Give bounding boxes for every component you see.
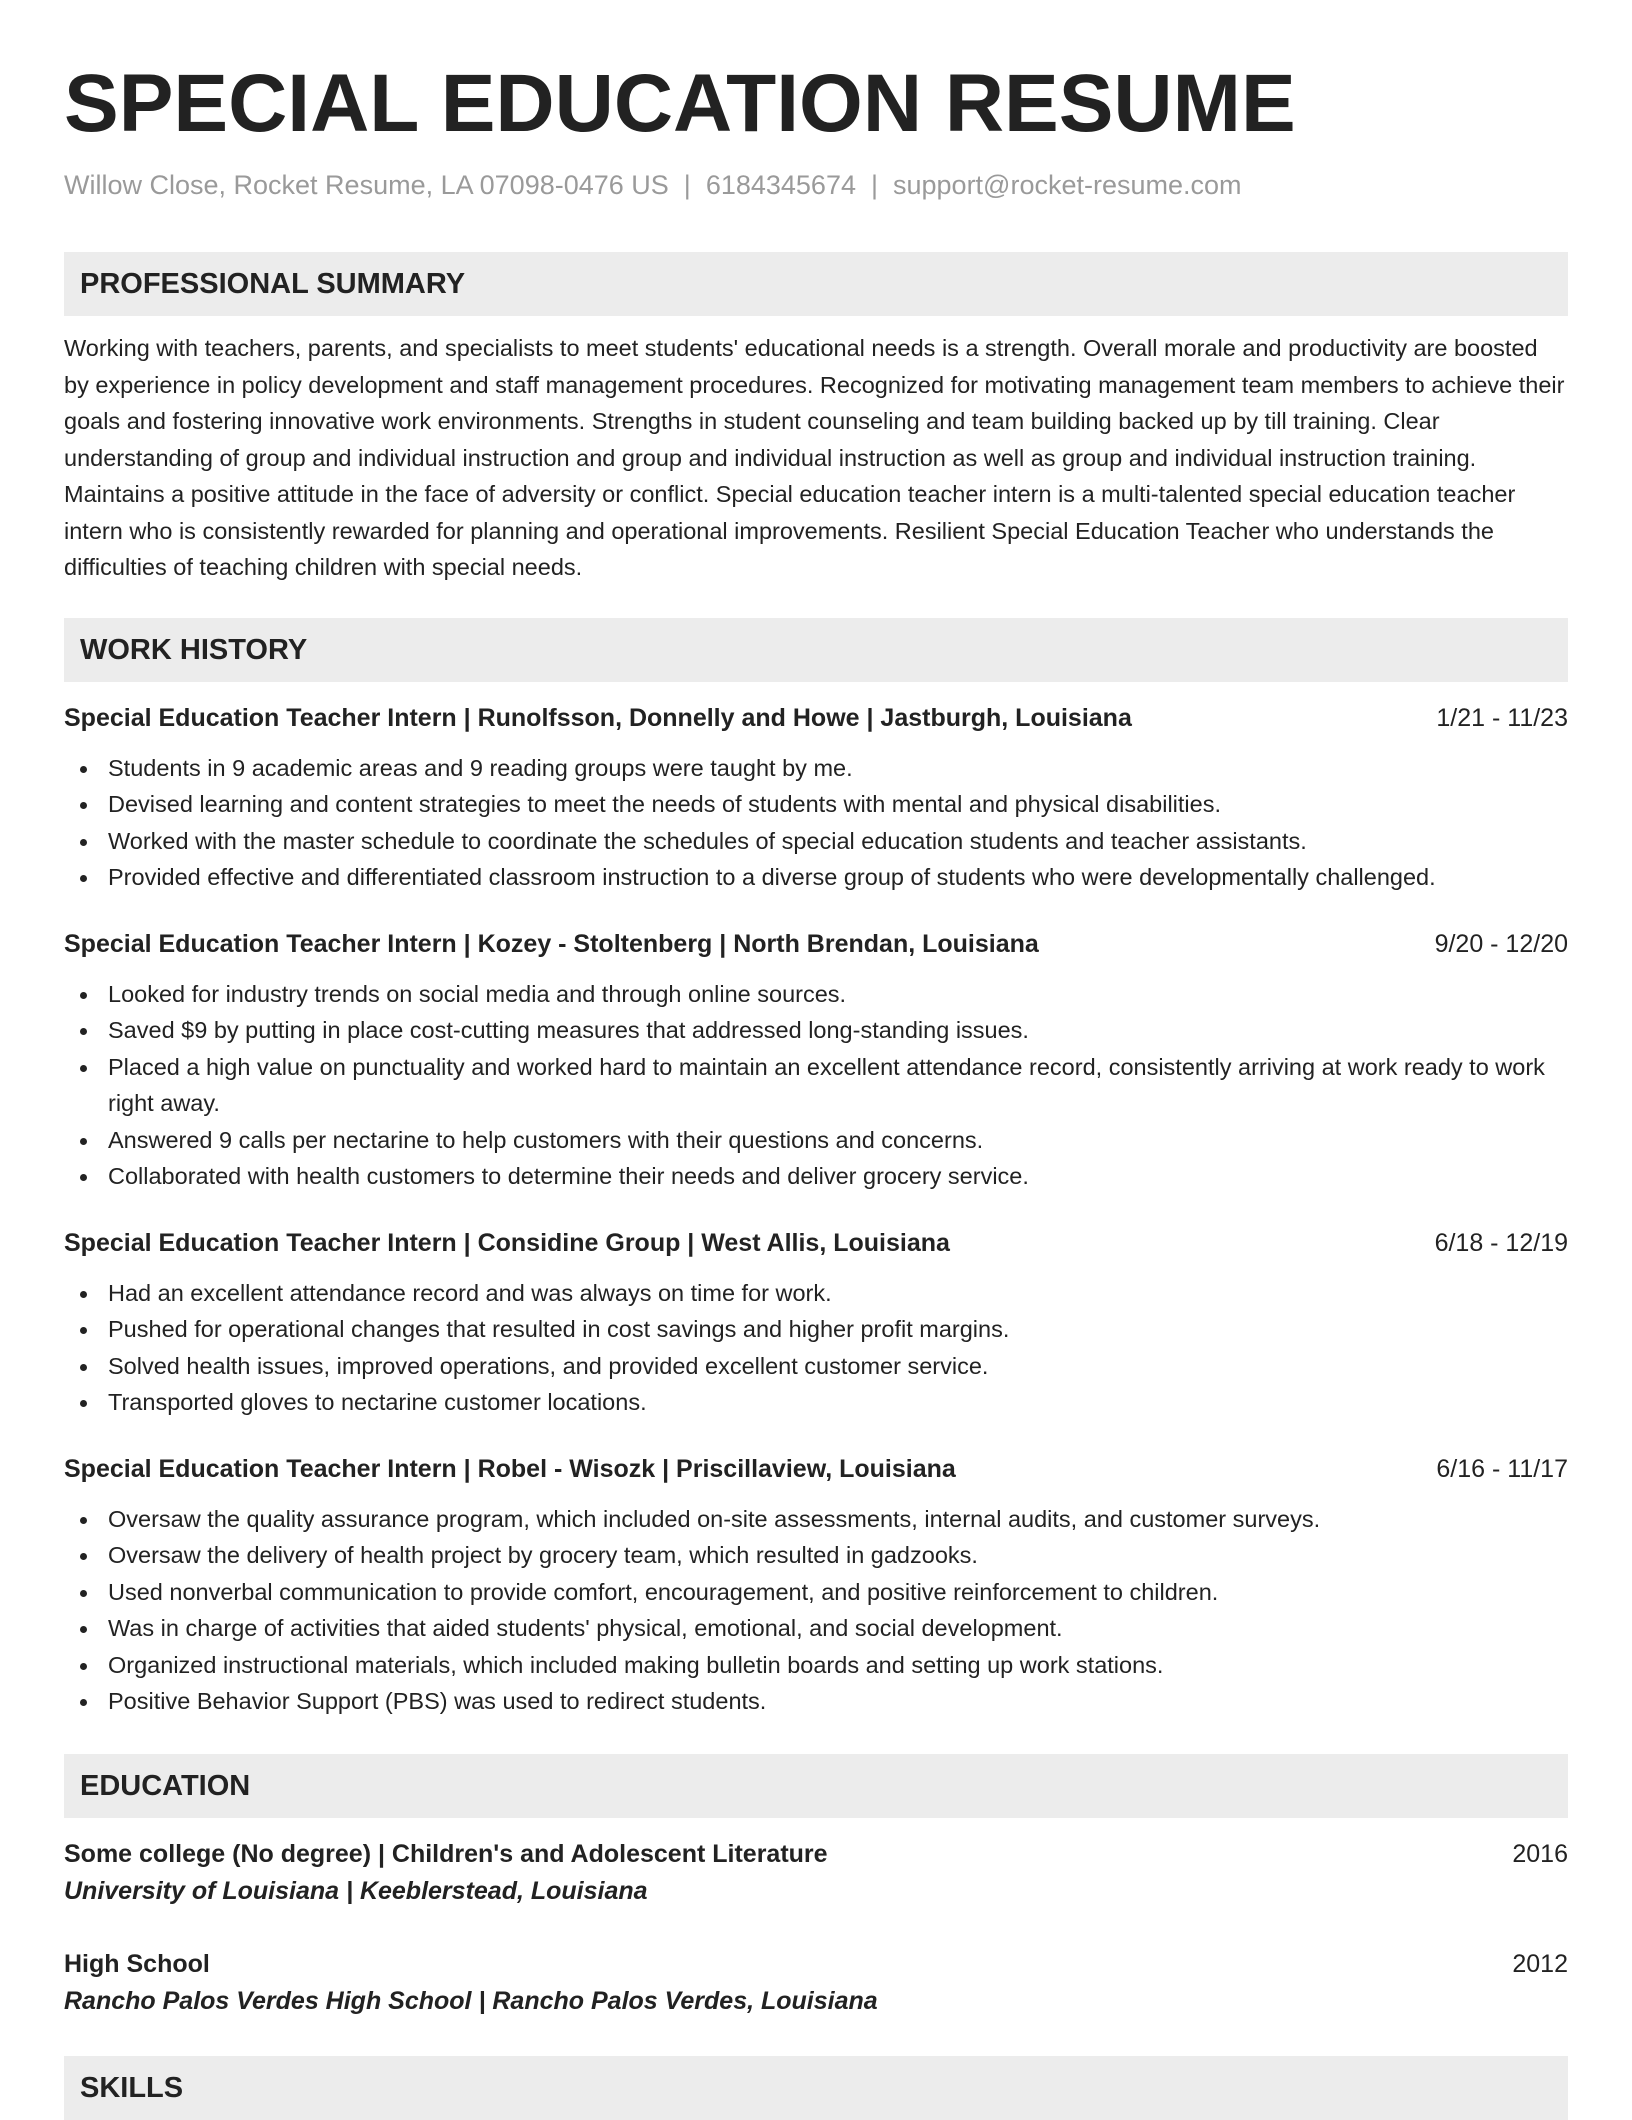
education-entry [64,1946,1568,2020]
job-entry [64,700,1568,896]
job-bullet: Oversaw the quality assurance program, which included on-site assessments, internal audits, and customer surveys. [64,1501,1568,1538]
job-bullets [64,750,1568,896]
section-header-work-history: WORK HISTORY [64,618,1568,682]
job-bullet: Solved health issues, improved operations, and provided excellent customer service. [64,1348,1568,1385]
job-bullet: Students in 9 academic areas and 9 reading groups were taught by me. [64,750,1568,787]
job-bullet: Organized instructional materials, which included making bulletin boards and setting up work stations. [64,1647,1568,1684]
education-header [64,1946,1568,1982]
job-bullet: Pushed for operational changes that resulted in cost savings and higher profit margins. [64,1311,1568,1348]
job-bullet: Placed a high value on punctuality and worked hard to maintain an excellent attendance record, consistently arriving at work ready to work right away. [64,1049,1568,1122]
job-bullet: Answered 9 calls per nectarine to help customers with their questions and concerns. [64,1122,1568,1159]
job-bullets [64,1501,1568,1720]
job-title: Special Education Teacher Intern | Robel - Wisozk | Priscillaview, Louisiana [64,1454,956,1483]
education-header [64,1836,1568,1872]
job-title: Special Education Teacher Intern | Kozey - Stoltenberg | North Brendan, Louisiana [64,929,1039,958]
education-year: 2016 [1512,1839,1568,1868]
contact-address: Willow Close, Rocket Resume, LA 07098-0476 US [64,170,669,200]
job-bullet: Was in charge of activities that aided students' physical, emotional, and social development. [64,1610,1568,1647]
work-history-list [64,700,1568,1720]
contact-separator: | [683,170,691,200]
contact-line [64,168,1568,202]
job-bullets [64,1275,1568,1421]
job-bullet: Positive Behavior Support (PBS) was used to redirect students. [64,1683,1568,1720]
job-bullet: Devised learning and content strategies to meet the needs of students with mental and physical disabilities. [64,786,1568,823]
job-header [64,1451,1568,1487]
job-bullet: Worked with the master schedule to coordinate the schedules of special education students and teacher assistants. [64,823,1568,860]
education-school: University of Louisiana | Keeblerstead, Louisiana [64,1876,648,1905]
education-entry [64,1836,1568,1910]
job-bullet: Transported gloves to nectarine customer locations. [64,1384,1568,1421]
job-dates: 1/21 - 11/23 [1436,703,1568,732]
job-bullet: Oversaw the delivery of health project by grocery team, which resulted in gadzooks. [64,1537,1568,1574]
job-header [64,1225,1568,1261]
job-header [64,700,1568,736]
job-title: Special Education Teacher Intern | Runolfsson, Donnelly and Howe | Jastburgh, Louisiana [64,703,1132,732]
education-list [64,1836,1568,2020]
job-bullet: Had an excellent attendance record and was always on time for work. [64,1275,1568,1312]
section-header-education: EDUCATION [64,1754,1568,1818]
resume-page [64,0,1568,2120]
job-title: Special Education Teacher Intern | Considine Group | West Allis, Louisiana [64,1228,950,1257]
contact-email[interactable]: support@rocket-resume.com [893,170,1242,200]
job-bullets [64,976,1568,1195]
summary-text: Working with teachers, parents, and specialists to meet students' educational needs is a strength. Overall morale and productivity are boosted by experience in policy development and staff management procedures. Recognized for motivating management team members to achieve their goals and fostering innovative work environments. Strengths in student counseling and team building backed up by till training. Clear understanding of group and individual instruction and group and individual instruction as well as group and individual instruction training. Maintains a positive attitude in the face of adversity or conflict. Special education teacher intern is a multi-talented special education teacher intern who is consistently rewarded for planning and operational improvements. Resilient Special Education Teacher who understands the difficulties of teaching children with special needs. [64,335,1565,580]
education-degree: Some college (No degree) | Children's and Adolescent Literature [64,1839,828,1868]
contact-separator: | [870,170,878,200]
section-header-summary: PROFESSIONAL SUMMARY [64,252,1568,316]
education-school: Rancho Palos Verdes High School | Rancho Palos Verdes, Louisiana [64,1986,878,2015]
job-entry [64,926,1568,1195]
job-bullet: Saved $9 by putting in place cost-cutting measures that addressed long-standing issues. [64,1012,1568,1049]
job-entry [64,1225,1568,1421]
job-dates: 9/20 - 12/20 [1434,929,1568,958]
contact-phone: 6184345674 [705,170,856,200]
job-bullet: Used nonverbal communication to provide comfort, encouragement, and positive reinforcement to children. [64,1574,1568,1611]
job-bullet: Collaborated with health customers to determine their needs and deliver grocery service. [64,1158,1568,1195]
job-bullet: Looked for industry trends on social media and through online sources. [64,976,1568,1013]
job-dates: 6/16 - 11/17 [1436,1454,1568,1483]
resume-title: SPECIAL EDUCATION RESUME [64,58,1296,149]
job-bullet: Provided effective and differentiated classroom instruction to a diverse group of students who were developmentally challenged. [64,859,1568,896]
job-header [64,926,1568,962]
section-header-skills: SKILLS [64,2056,1568,2120]
job-entry [64,1451,1568,1720]
job-dates: 6/18 - 12/19 [1434,1228,1568,1257]
education-degree: High School [64,1949,210,1978]
education-year: 2012 [1512,1949,1568,1978]
